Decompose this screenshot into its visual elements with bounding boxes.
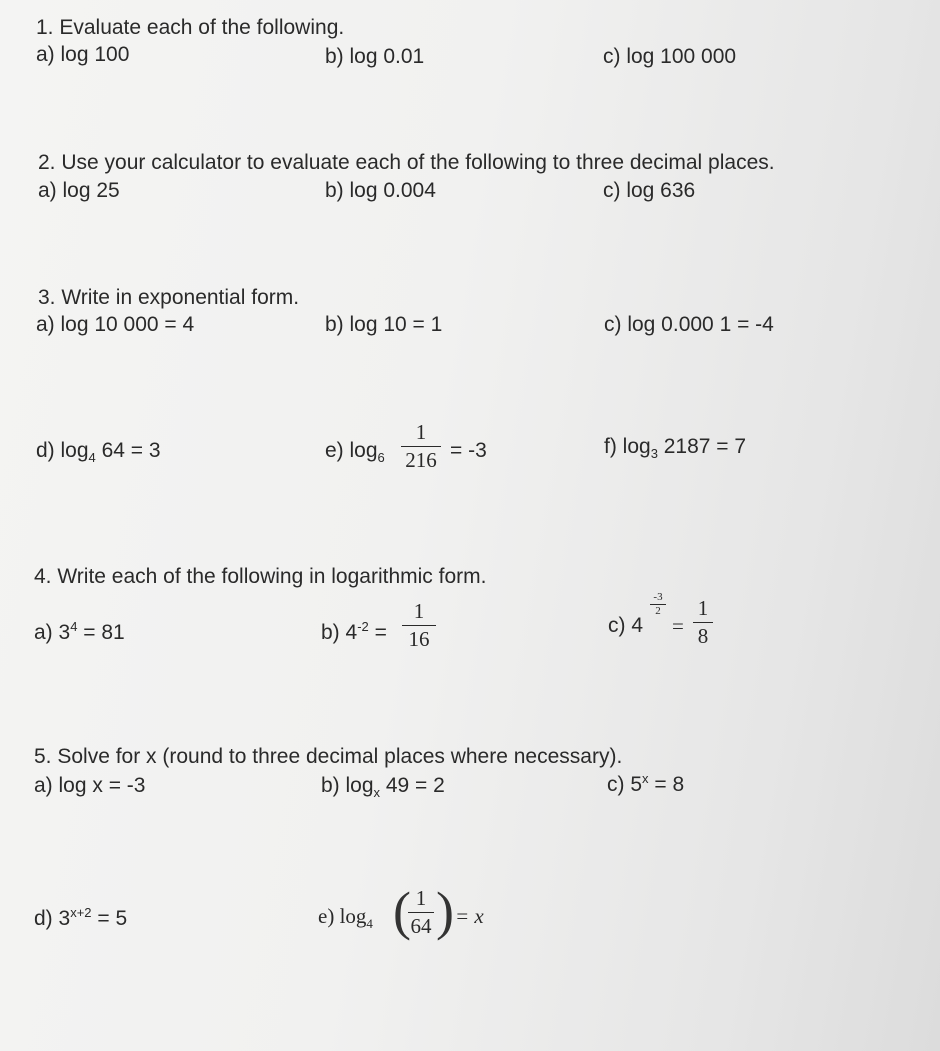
q4-part-b-label: b) $4^{-2}$ = — [321, 619, 387, 644]
q4-part-c-label: c) 4 — [608, 614, 644, 637]
q3-part-f: f) $\log_3 2187 = 7$ — [604, 435, 747, 462]
left-paren: ( — [393, 881, 411, 941]
q5-part-d: d) $3^{x+2} = 5$ — [34, 905, 128, 930]
q3-part-e-label: e) $\log_6$ — [325, 439, 385, 466]
q4-b-numerator: 1 — [413, 599, 425, 623]
right-paren: ) — [436, 881, 454, 941]
q2-part-c: c) log 636 — [603, 179, 696, 202]
q3-part-e-value: = -3 — [450, 439, 487, 462]
q3-part-c: c) log 0.000 1 = -4 — [604, 313, 774, 336]
q5-part-e-label: e) $\log_4$ — [318, 904, 373, 932]
q3-part-e-fraction — [401, 422, 441, 471]
q2-part-a: a) log 25 — [38, 179, 120, 202]
q5-part-a: a) log x = -3 — [34, 774, 146, 797]
q4-part-a: a) $3^4 = 81$ — [34, 619, 125, 644]
q3-part-b: b) log 10 = 1 — [325, 313, 443, 336]
q1-part-b: b) log 0.01 — [325, 45, 425, 68]
q4-part-c-fraction — [693, 598, 713, 647]
q3-part-d: d) $\log_4 64 = 3$ — [36, 439, 161, 466]
q4-part-c-equals: = — [672, 614, 684, 638]
q4-c-exp-denominator: 2 — [655, 605, 661, 617]
q5-prompt: 5. Solve for x (round to three decimal places where necessary). — [34, 745, 623, 768]
q5-part-c: c) $5^x = 8$ — [607, 771, 685, 796]
q5-part-e-fraction — [408, 888, 434, 937]
q5-part-e-value: = x — [455, 904, 484, 928]
q5-part-b: b) $\log_x 49 = 2$ — [321, 774, 445, 801]
q4-b-denominator: 16 — [408, 627, 430, 651]
q5-e-numerator: 1 — [415, 886, 427, 910]
q2-prompt: 2. Use your calculator to evaluate each of the following to three decimal places. — [38, 151, 775, 174]
q4-c-numerator: 1 — [697, 596, 709, 620]
q4-part-c-exponent — [650, 592, 666, 617]
q1-prompt: 1. Evaluate each of the following. — [36, 16, 345, 39]
q4-part-b-fraction — [402, 601, 436, 650]
q1-part-c: c) log 100 000 — [603, 45, 737, 68]
q3-part-a: a) log 10 000 = 4 — [36, 313, 195, 336]
q3-e-denominator: 216 — [405, 448, 437, 472]
q4-prompt: 4. Write each of the following in logarithmic form. — [34, 565, 487, 588]
q4-c-denominator: 8 — [697, 624, 709, 648]
q3-e-numerator: 1 — [415, 420, 427, 444]
q3-prompt: 3. Write in exponential form. — [38, 286, 300, 309]
q5-e-denominator: 64 — [410, 914, 432, 938]
q2-part-b: b) log 0.004 — [325, 179, 436, 202]
q4-c-exp-numerator: -3 — [653, 591, 663, 603]
q1-part-a: a) log 100 — [36, 43, 130, 66]
